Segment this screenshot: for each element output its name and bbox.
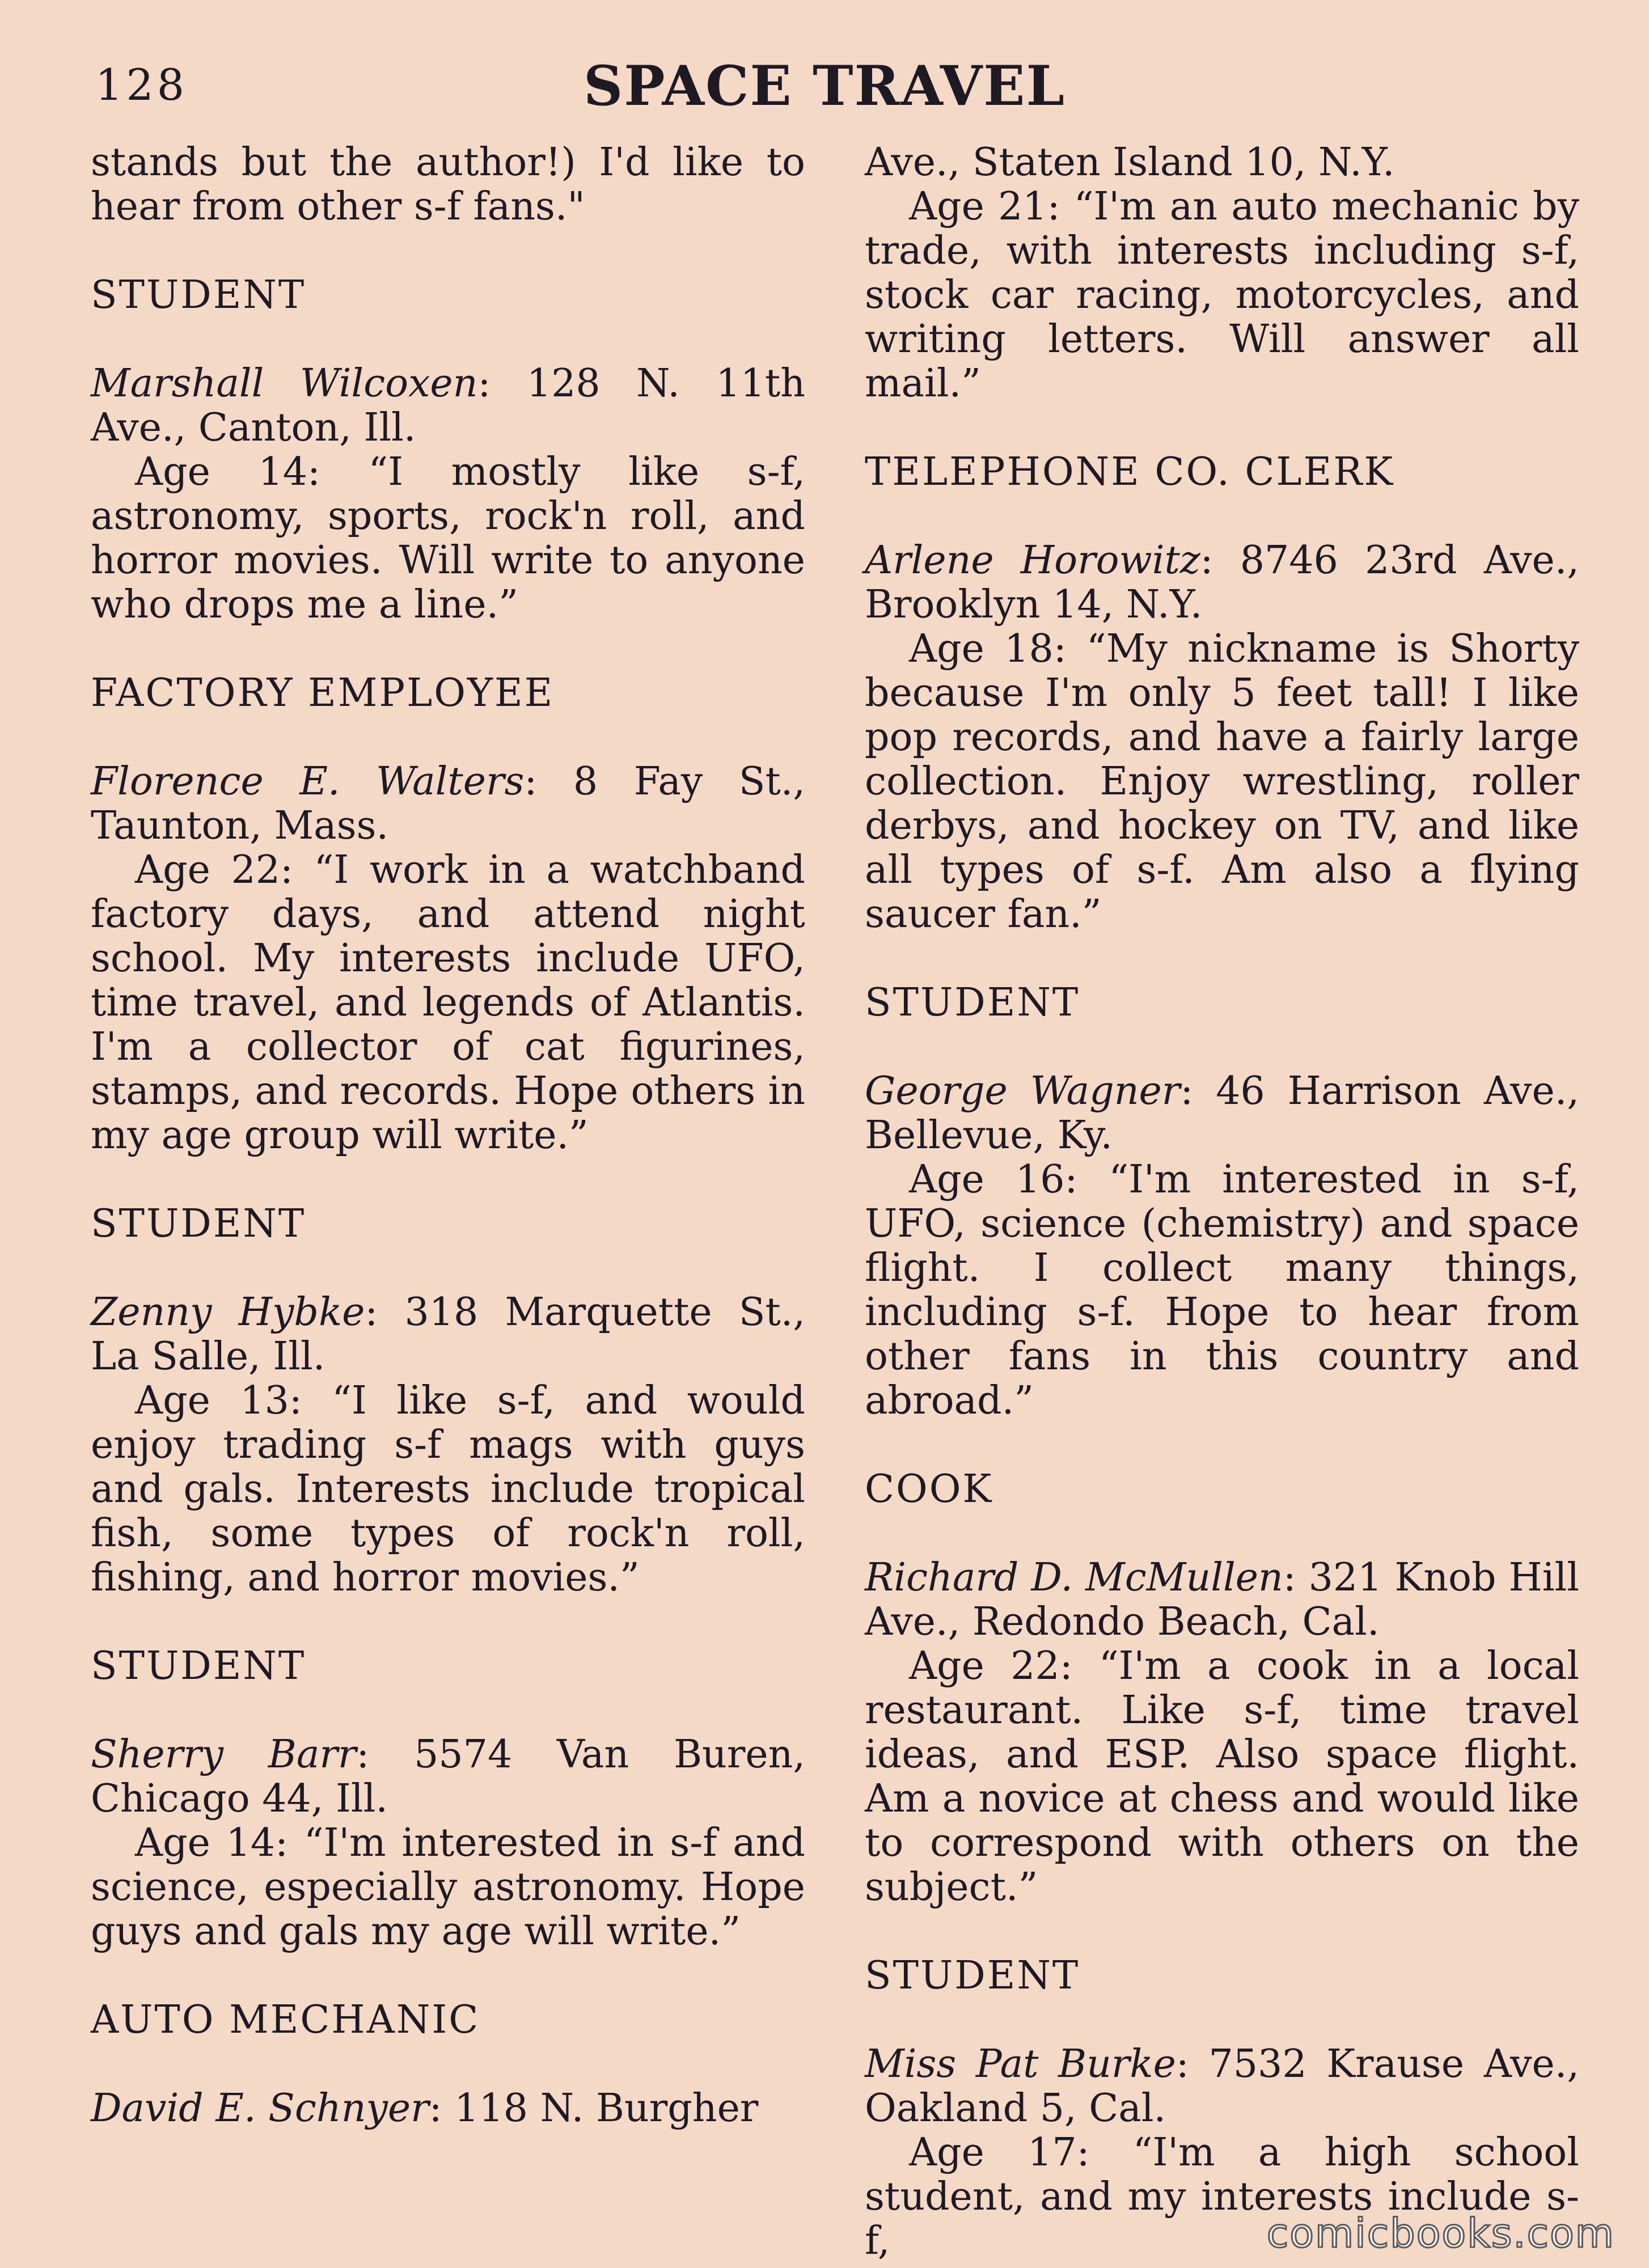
entry-name-address [865, 2042, 1579, 2131]
entry-body: Age 22: “I work in a watchband factory days, and attend night school. My interests include UFO, time travel, and legends of Atlantis. I'm a collector of cat figurines, stamps, and records. Hope others in my age group will write.” [91, 848, 805, 1158]
pen-pal-name: Arlene Horowitz [865, 538, 1200, 583]
pen-pal-name: David E. Schnyer [91, 2086, 429, 2131]
pen-pal-address: : 7532 Krause Ave., Oakland 5, Cal. [865, 2042, 1579, 2131]
pen-pal-address: : 8746 23rd Ave., Brooklyn 14, N.Y. [865, 538, 1579, 627]
occupation-heading: STUDENT [865, 980, 1080, 1025]
entry-name-address [865, 1556, 1579, 1644]
occupation-heading: COOK [865, 1467, 993, 1512]
running-title: SPACE TRAVEL [584, 54, 1065, 118]
entry-name-address [91, 1290, 805, 1379]
pen-pal-address: : 128 N. 11th Ave., Canton, Ill. [91, 361, 805, 450]
occupation-heading: STUDENT [91, 1201, 306, 1246]
pen-pal-name: Zenny Hybke [91, 1290, 365, 1335]
entry-body: Age 16: “I'm interested in s-f, UFO, science (chemistry) and space flight. I collect many things, including s-f. Hope to hear from other fans in this country and abroad.” [865, 1157, 1579, 1423]
occupation-heading: STUDENT [91, 273, 306, 318]
pen-pal-name: Miss Pat Burke [865, 2042, 1176, 2087]
pen-pal-address: : 5574 Van Buren, Chicago 44, Ill. [91, 1732, 805, 1821]
pen-pal-address: : 8 Fay St., Taunton, Mass. [91, 759, 805, 848]
occupation-heading: FACTORY EMPLOYEE [91, 671, 555, 716]
entry-name-address [91, 362, 805, 450]
continued-address: Ave., Staten Island 10, N.Y. [865, 140, 1395, 185]
entry-name-address [865, 1069, 1579, 1158]
left-column [91, 141, 805, 2131]
pen-pal-name: Florence E. Walters [91, 759, 525, 804]
watermark: comicbooks.com [1266, 2210, 1615, 2257]
entry-name-address [865, 539, 1579, 627]
entry-body: Age 14: “I mostly like s-f, astronomy, sports, rock'n roll, and horror movies. Will write to anyone who drops me a line.” [91, 450, 805, 627]
pen-pal-name: Sherry Barr [91, 1732, 357, 1777]
entry-name-address [91, 760, 805, 848]
occupation-heading: STUDENT [91, 1644, 306, 1689]
entry-name-address [91, 1733, 805, 1821]
pen-pal-address: : 318 Marquette St., La Salle, Ill. [91, 1290, 805, 1379]
page-number: 128 [95, 60, 188, 110]
pen-pal-name: George Wagner [865, 1069, 1181, 1114]
pen-pal-address: : 118 N. Burgher [429, 2086, 759, 2131]
entry-body: Age 21: “I'm an auto mechanic by trade, with interests including s-f, stock car racing, motorcycles, and writing letters. Will answer all mail.” [865, 184, 1579, 406]
entry-name-address [91, 2087, 805, 2131]
occupation-heading: TELEPHONE CO. CLERK [865, 450, 1395, 494]
pen-pal-name: Marshall Wilcoxen [91, 361, 478, 406]
right-column [865, 141, 1579, 2263]
pen-pal-address: : 321 Knob Hill Ave., Redondo Beach, Cal. [865, 1555, 1580, 1644]
entry-body: Age 22: “I'm a cook in a local restaurant. Like s-f, time travel ideas, and ESP. Also space flight. Am a novice at chess and would like to correspond with others on the subject.” [865, 1644, 1579, 1910]
entry-body: Age 18: “My nickname is Shorty because I'm only 5 feet tall! I like pop records, and have a fairly large collection. Enjoy wrestling, roller derbys, and hockey on TV, and like all types of s-f. Am also a flying saucer fan.” [865, 627, 1579, 937]
pen-pal-name: Richard D. McMullen [865, 1555, 1283, 1600]
occupation-heading: AUTO MECHANIC [91, 1998, 480, 2042]
entry-body: Age 13: “I like s-f, and would enjoy trading s-f mags with guys and gals. Interests include tropical fish, some types of rock'n roll, fishing, and horror movies.” [91, 1378, 805, 1600]
pen-pal-address: : 46 Harrison Ave., Bellevue, Ky. [865, 1069, 1579, 1158]
occupation-heading: STUDENT [865, 1953, 1080, 1998]
entry-body: Age 14: “I'm interested in s-f and science, especially astronomy. Hope guys and gals my age will write.” [91, 1821, 805, 1954]
continued-text: stands but the author!) I'd like to hear from other s-f fans." [91, 140, 805, 229]
entry-body: Age 17: “I'm a high school student, and my interests include s-f, [865, 2130, 1579, 2263]
